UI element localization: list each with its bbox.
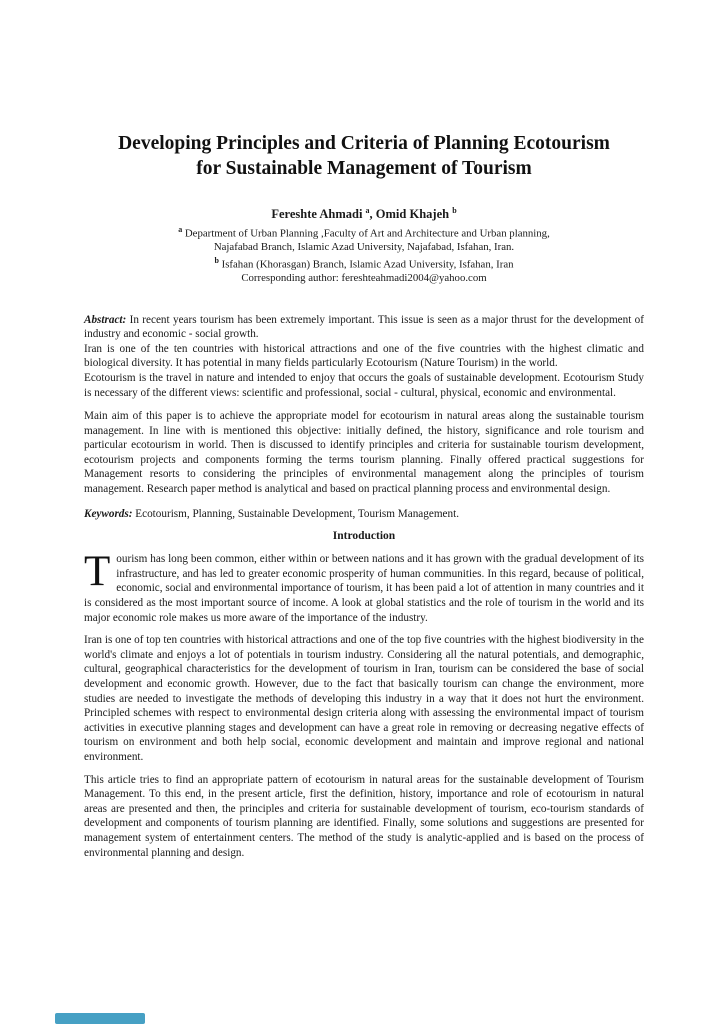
abstract-paragraph-3: Ecotourism is the travel in nature and intended to enjoy that occurs the goals of sustainable development. Ecotourism Study is necessary of the different views: scientific and professional, social - cultural, physical, economic and environmental.	[84, 371, 644, 399]
affiliation-b-mark: b	[214, 256, 219, 266]
drop-cap: T	[84, 548, 111, 596]
paper-content	[84, 0, 644, 860]
affiliation-a-line2: Najafabad Branch, Islamic Azad University, Najafabad, Isfahan, Iran.	[213, 241, 515, 254]
keywords-text: Ecotourism, Planning, Sustainable Development, Tourism Management.	[132, 507, 459, 520]
paper-title-line2: for Sustainable Management of Tourism	[196, 158, 532, 179]
introduction-paragraph-2: Iran is one of top ten countries with historical attractions and one of the top five countries with the highest biodiversity in the world's climate and enjoys a lot of potentials in tourism industry. Considering all the natural potentials, and demographic, cultural, geographical characteristics for the development of tourism in Iran, tourism can be considered the base of social development and economic growth. However, due to the fact that basically tourism can change the environment, more studies are needed to investigate the methods of developing this industry in a way that it does not hurt the environment. Principled schemes with respect to environmental design criteria along with assessing the environmental impact of tourism activities in executive planning stages and development can have a great role in removing or decreasing negative effects of tourism on environment and both help social, economic development and maintain and improve regional and national environment.	[84, 634, 644, 763]
abstract-label: Abstract:	[84, 313, 127, 326]
corresponding-author-line: Corresponding author: fereshteahmadi2004@yahoo.com	[241, 272, 487, 285]
affiliation-a-line1: $^a$ Department of Urban Planning ,Faculty of Art and Architecture and Urban planning,	[178, 225, 550, 240]
introduction-paragraph-3: This article tries to find an appropriate pattern of ecotourism in natural areas for the sustainable development of Tourism Management. To this end, in the present article, first the definition, history, importance and role of ecotourism in natural areas are presented and then, the principles and criteria for sustainable development of tourism, eco-tourism standards of development and components of tourism planning are identified. Finally, some solutions and suggestions are presented for management system of entertainment centers. The method of the study is analytic-applied and is based on the process of environmental planning and design.	[84, 773, 644, 859]
paper-title	[84, 131, 644, 181]
keywords-label: Keywords:	[84, 507, 133, 520]
introduction-paragraph-1: Tourism has long been common, either within or between nations and it has grown with the gradual development of its infrastructure, and has led to greater economic prosperity of human communities. In this regard, because of political, economic, social and environmental importance of tourism, it has been paid a lot of attention in many countries and it is considered as the most important source of income. A look at global statistics and the role of tourism in the world and its major economic role makes us more aware of the importance of the industry.	[84, 548, 644, 624]
footer-accent-bar	[55, 1013, 145, 1024]
author-1-affiliation-mark: a	[365, 206, 370, 215]
paper-title-line1: Developing Principles and Criteria of Planning Ecotourism	[118, 133, 610, 154]
author-2-name: Omid Khajeh	[375, 207, 453, 222]
section-heading-introduction: Introduction	[332, 530, 396, 543]
author-separator: ,	[369, 207, 376, 222]
abstract-paragraph-2: Iran is one of the ten countries with historical attractions and one of the five countries with the highest climatic and biological diversity. It has potential in many fields particularly Ecotourism (Nature Tourism) in the world.	[84, 342, 644, 370]
affiliation-b-line: $^b$ Isfahan (Khorasgan) Branch, Islamic Azad University, Isfahan, Iran	[214, 256, 514, 271]
keywords-line	[84, 507, 644, 522]
author-2-affiliation-mark: b	[452, 206, 457, 215]
author-1-name: Fereshte Ahmadi	[271, 207, 366, 222]
affiliation-a-mark: a	[178, 225, 183, 235]
affiliations	[84, 223, 644, 285]
abstract-paragraph-4: Main aim of this paper is to achieve the appropriate model for ecotourism in natural areas along the sustainable tourism management. In line with is mentioned this objective: initially defined, the history, significance and role tourism and particular ecotourism in world. Then is discussed to identify principles and criteria for sustainable tourism development, ecotourism projects and components forming the terms tourism planning. Finally offered practical suggestions for Management resorts to considering the principles of environmental management along the principles of tourism management. Research paper method is analytical and based on practical planning process and environmental design.	[84, 410, 644, 496]
abstract-paragraph-1: Abstract: In recent years tourism has been extremely important. This issue is seen as a major thrust for the development of industry and economic - social growth.	[84, 313, 644, 341]
authors-line	[84, 203, 644, 222]
abstract-section	[84, 313, 644, 497]
